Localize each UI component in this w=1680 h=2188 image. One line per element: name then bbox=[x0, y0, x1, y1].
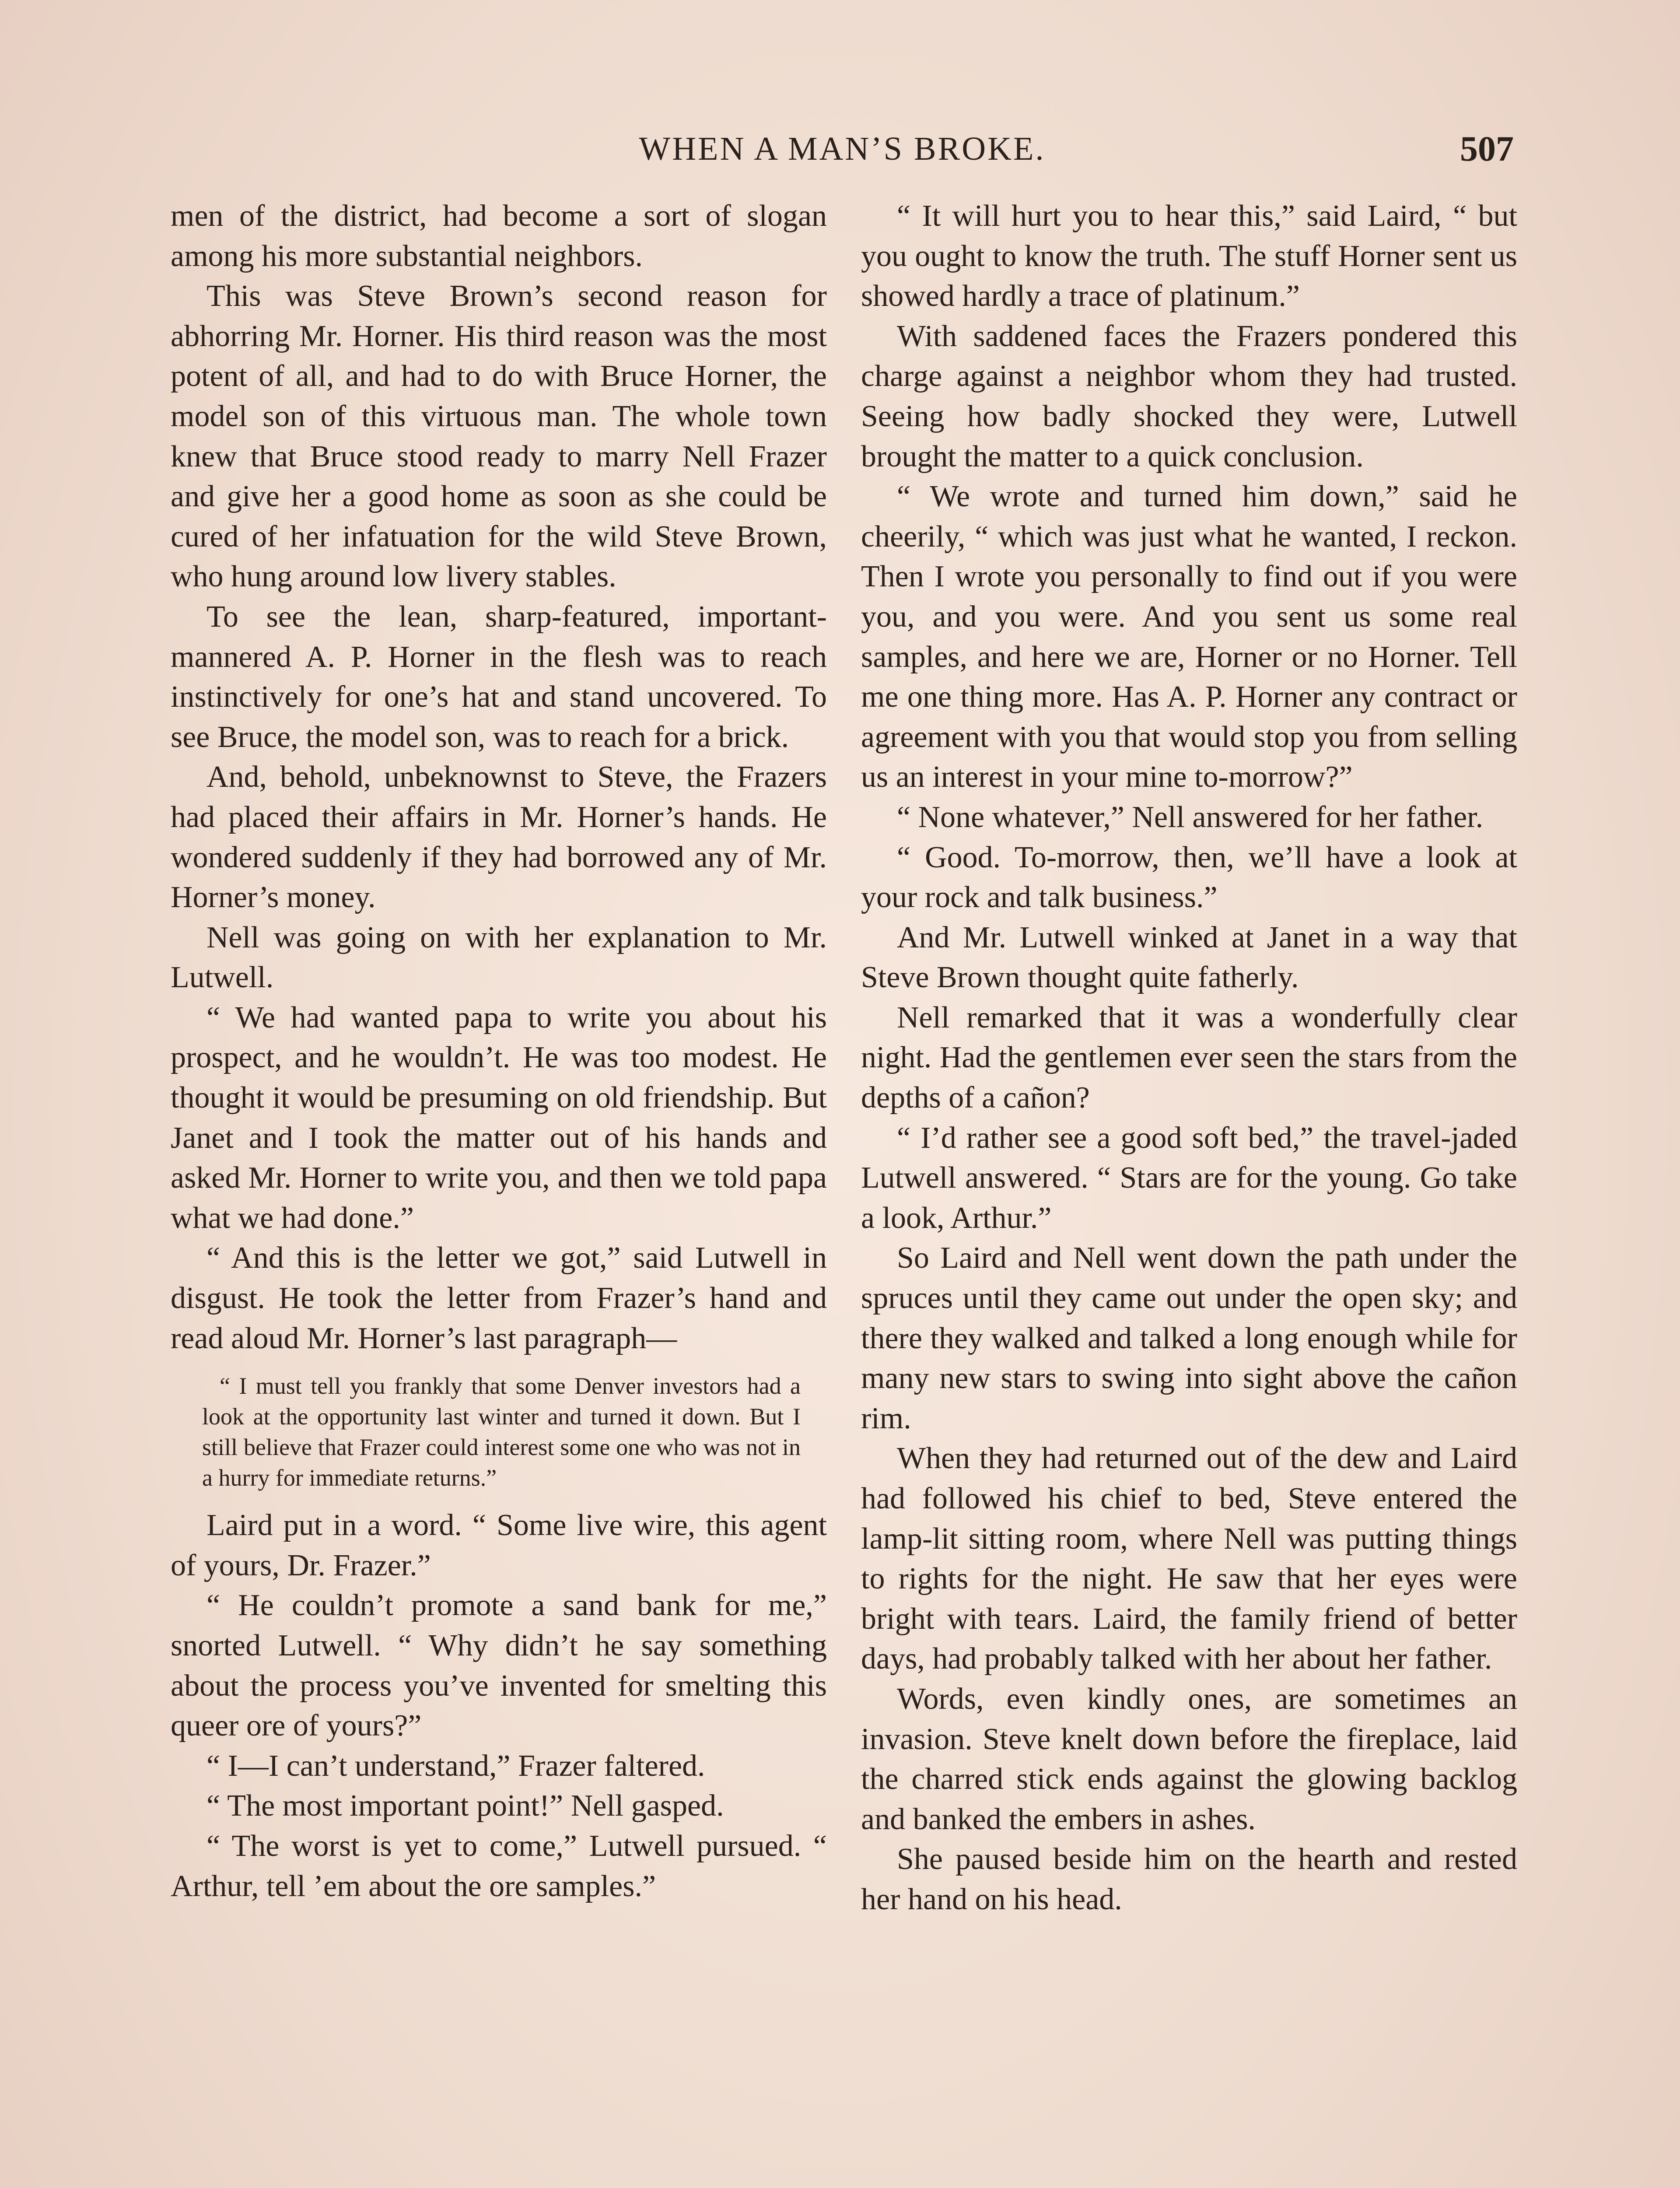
paragraph: “ Good. To-morrow, then, we’ll have a look at your rock and talk business.” bbox=[861, 840, 1517, 915]
paragraph: And, behold, unbeknownst to Steve, the Frazers had placed their affairs in Mr. Horner’s hands. He wondered suddenly if they had borrowed any of Mr. Horner’s money. bbox=[171, 760, 827, 915]
page-number: 507 bbox=[1460, 129, 1514, 168]
quoted-letter: “ I must tell you frankly that some Denver investors had a look at the opportunity last winter and turned it down. But I still believe that Frazer could interest some one who was not in a hurry for immediate returns.” bbox=[202, 1373, 801, 1491]
paragraph: “ None whatever,” Nell answered for her father. bbox=[897, 800, 1484, 834]
paragraph: This was Steve Brown’s second reason for abhorring Mr. Horner. His third reason was the most potent of all, and had to do with Bruce Horner, the model son of this virtuous man. The whole town knew that Bruce stood ready to marry Nell Frazer and give her a good home as soon as she could be cured of her infatuation for the wild Steve Brown, who hung around low livery stables. bbox=[171, 279, 827, 594]
paragraph: So Laird and Nell went down the path under the spruces until they came out under the open sky; and there they walked and talked a long enough while for many new stars to swing into sight above the cañon rim. bbox=[861, 1241, 1517, 1435]
running-head bbox=[171, 123, 1514, 175]
paragraph: Nell was going on with her explanation to Mr. Lutwell. bbox=[171, 920, 827, 995]
paragraph: “ He couldn’t promote a sand bank for me,” snorted Lutwell. “ Why didn’t he say something about the process you’ve invented for smelting this queer ore of yours?” bbox=[171, 1588, 827, 1743]
paragraph: She paused beside him on the hearth and rested her hand on his head. bbox=[861, 1842, 1517, 1916]
paragraph: Laird put in a word. “ Some live wire, this agent of yours, Dr. Frazer.” bbox=[171, 1508, 827, 1582]
paragraph: “ I’d rather see a good soft bed,” the travel-jaded Lutwell answered. “ Stars are for the young. Go take a look, Arthur.” bbox=[861, 1121, 1517, 1235]
paragraph: Words, even kindly ones, are sometimes an invasion. Steve knelt down before the fireplace, laid the charred stick ends against the glowing backlog and banked the embers in ashes. bbox=[861, 1682, 1517, 1836]
paragraph: “ We had wanted papa to write you about his prospect, and he wouldn’t. He was too modest. He thought it would be presuming on old friendship. But Janet and I took the matter out of his hands and asked Mr. Horner to write you, and then we told papa what we had done.” bbox=[171, 1000, 827, 1235]
left-column bbox=[171, 196, 827, 1906]
paragraph: And Mr. Lutwell winked at Janet in a way that Steve Brown thought quite fatherly. bbox=[861, 920, 1517, 995]
running-title: WHEN A MAN’S BROKE. bbox=[639, 130, 1046, 167]
paragraph: “ And this is the letter we got,” said Lutwell in disgust. He took the letter from Frazer’s hand and read aloud Mr. Horner’s last paragraph— bbox=[171, 1241, 827, 1355]
paragraph: men of the district, had become a sort of slogan among his more substantial neighbors. bbox=[171, 199, 827, 273]
paragraph: “ The most important point!” Nell gasped. bbox=[206, 1789, 724, 1823]
paragraph: Nell remarked that it was a wonderfully clear night. Had the gentlemen ever seen the stars from the depths of a cañon? bbox=[861, 1000, 1517, 1115]
paragraph: “ I—I can’t understand,” Frazer faltered. bbox=[206, 1749, 705, 1783]
right-column bbox=[861, 196, 1517, 1920]
paragraph: When they had returned out of the dew and Laird had followed his chief to bed, Steve entered the lamp-lit sitting room, where Nell was putting things to rights for the night. He saw that her eyes were bright with tears. Laird, the family friend of better days, had probably talked with her about her father. bbox=[861, 1441, 1517, 1676]
paragraph: With saddened faces the Frazers pondered this charge against a neighbor whom they had trusted. Seeing how badly shocked they were, Lutwell brought the matter to a quick conclusion. bbox=[861, 319, 1517, 473]
paragraph: “ It will hurt you to hear this,” said Laird, “ but you ought to know the truth. The stuff Horner sent us showed hardly a trace of platinum.” bbox=[861, 199, 1517, 313]
paragraph: “ We wrote and turned him down,” said he cheerily, “ which was just what he wanted, I reckon. Then I wrote you personally to find out if you were you, and you were. And you sent us some real samples, and here we are, Horner or no Horner. Tell me one thing more. Has A. P. Horner any contract or agreement with you that would stop you from selling us an interest in your mine to-morrow?” bbox=[861, 480, 1517, 794]
paragraph: “ The worst is yet to come,” Lutwell pursued. “ Arthur, tell ’em about the ore samples.” bbox=[171, 1829, 827, 1903]
paragraph: To see the lean, sharp-featured, important-mannered A. P. Horner in the flesh was to reach instinctively for one’s hat and stand uncovered. To see Bruce, the model son, was to reach for a brick. bbox=[171, 600, 827, 754]
